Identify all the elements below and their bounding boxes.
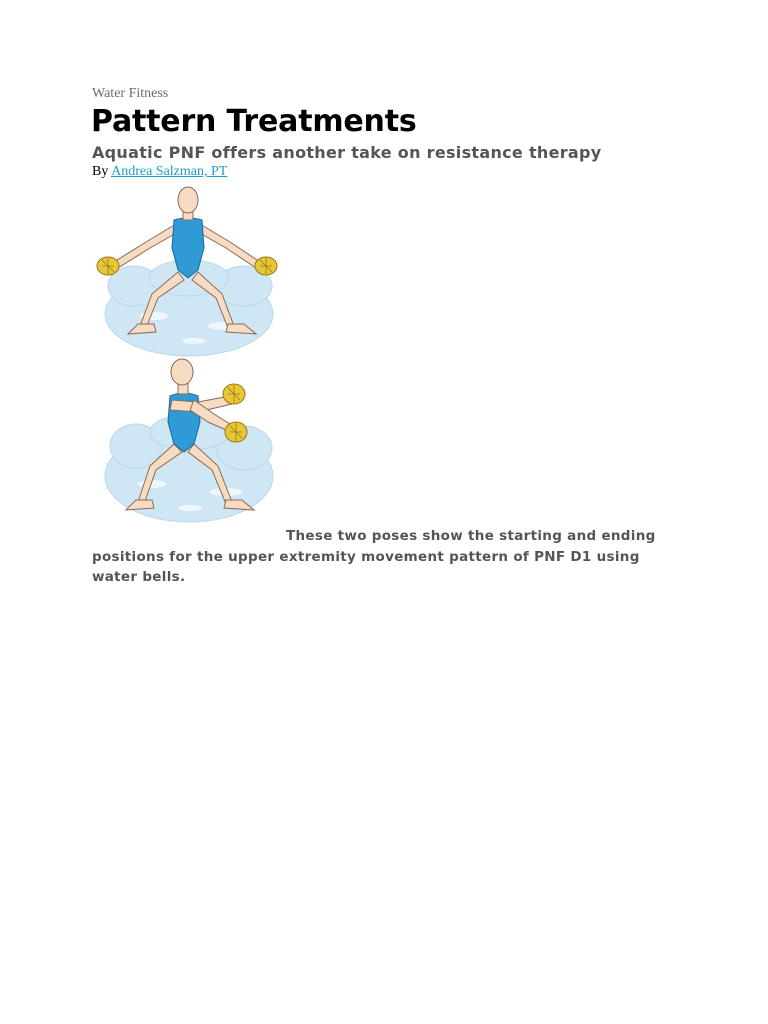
byline-prefix: By bbox=[92, 164, 112, 179]
byline bbox=[92, 164, 227, 180]
ending-pose-illustration bbox=[94, 356, 280, 532]
article-subtitle: Aquatic PNF offers another take on resistance therapy bbox=[92, 143, 602, 162]
page-title: Pattern Treatments bbox=[91, 104, 417, 139]
author-link[interactable]: Andrea Salzman, PT bbox=[111, 164, 228, 179]
category-label: Water Fitness bbox=[92, 86, 169, 101]
caption-text: These two poses show the starting and ending positions for the upper extremity movement pattern of PNF D1 using water bells. bbox=[92, 528, 656, 585]
figure-caption bbox=[92, 526, 672, 588]
starting-pose-illustration bbox=[94, 186, 280, 362]
